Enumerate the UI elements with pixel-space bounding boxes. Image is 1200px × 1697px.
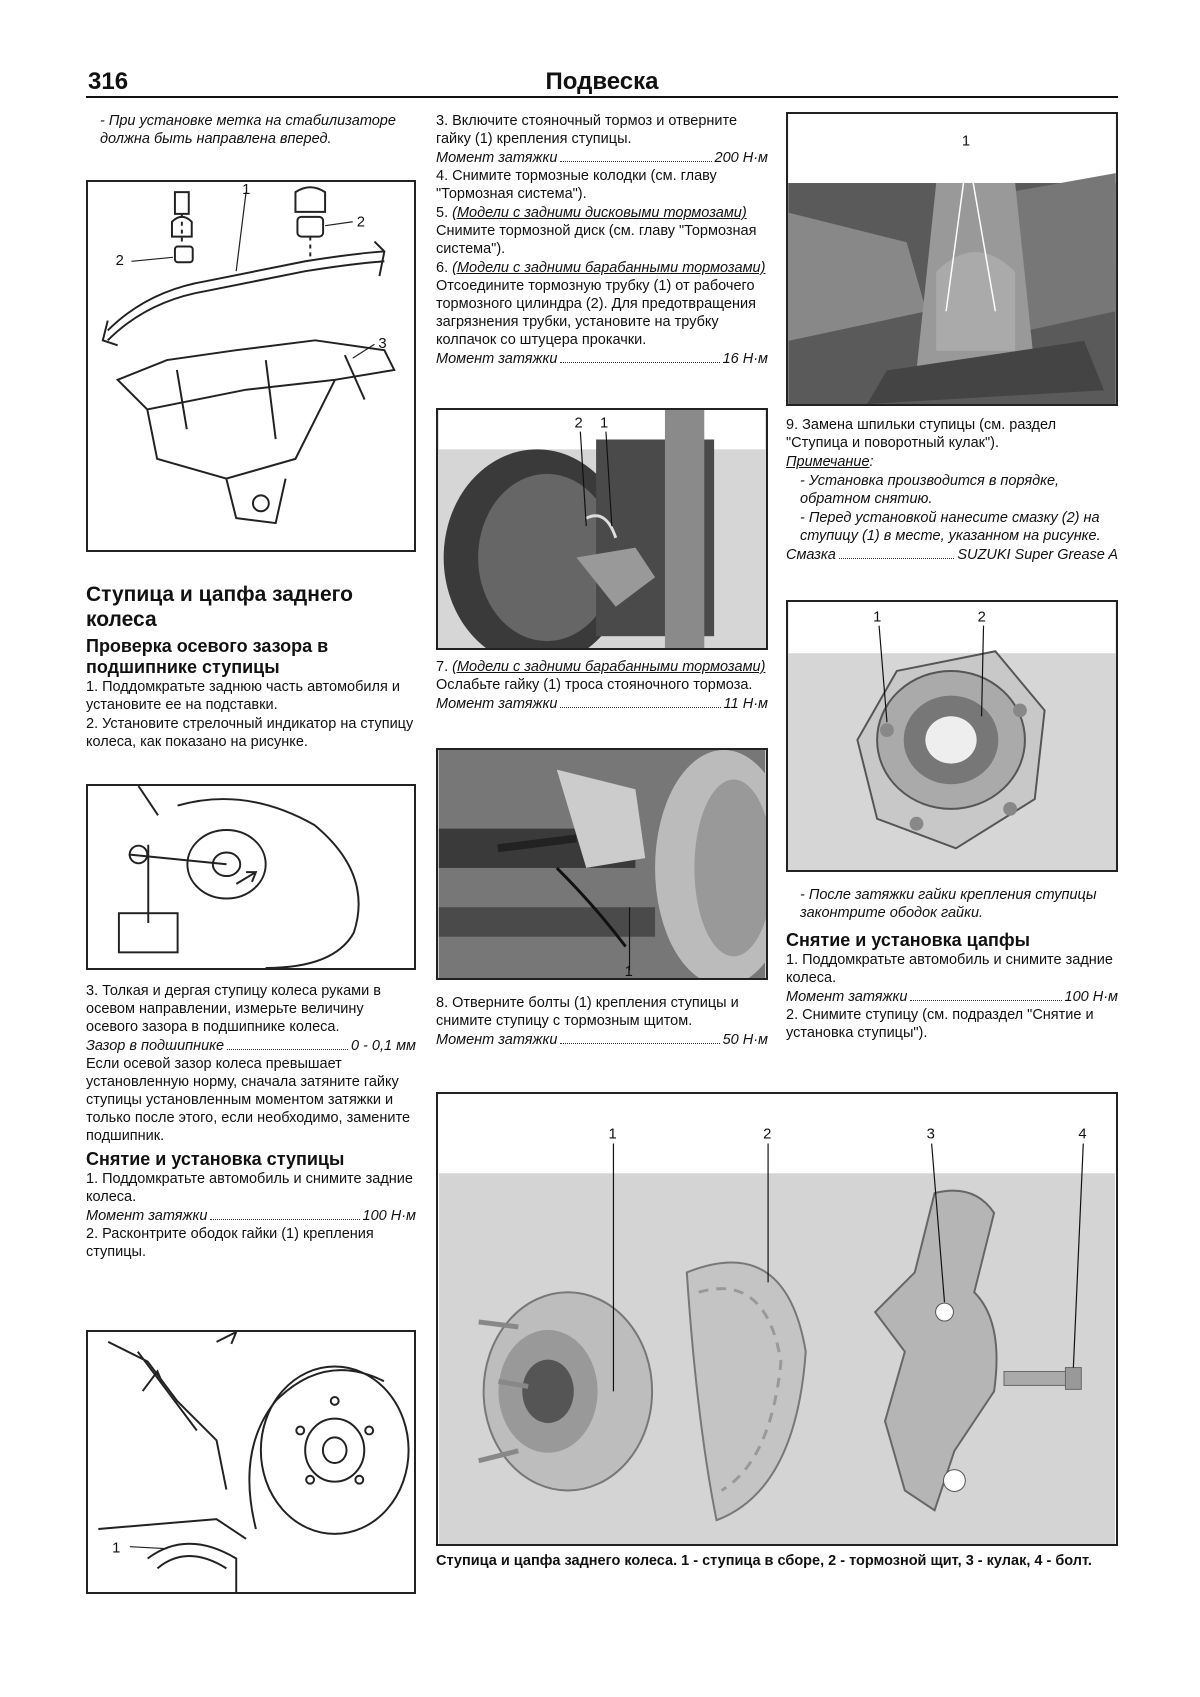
pin-torque-spec	[786, 988, 1118, 1006]
note-2: - Перед установкой нанесите смазку (2) на ступицу (1) в месте, указанном на рисунке.	[800, 510, 1101, 544]
section-title: Подвеска	[545, 68, 659, 95]
col1-step-1: 1. Поддомкратьте заднюю часть автомобиля и установите ее на подставки.	[86, 679, 400, 713]
stabilizer-label-1: 1	[242, 182, 251, 199]
torque-label: Момент затяжки	[436, 351, 558, 367]
exploded-label-3: 3	[926, 1126, 935, 1143]
hub-grease-photo	[786, 600, 1118, 872]
col2-step-7: 7. (Модели с задними барабанными тормозами) Ослабьте гайку (1) троса стояночного тормоза.	[436, 659, 766, 693]
col2-step-4: 4. Снимите тормозные колодки (см. главу "Тормозная система").	[436, 168, 717, 202]
col1-gap-text: Если осевой зазор колеса превышает установленную норму, сначала затяните гайку ступицы установленным моментом затяжки и только после этого, если необходимо, замените подшипник.	[86, 1056, 411, 1144]
exploded-view-drawing	[438, 1094, 1116, 1544]
exploded-label-1: 1	[608, 1126, 617, 1143]
gap-label: Зазор в подшипнике	[86, 1038, 225, 1054]
hub-torque-spec-1	[86, 1207, 416, 1225]
parking-cable-drawing	[438, 750, 766, 978]
stabilizer-label-2a: 2	[356, 214, 365, 231]
stabilizer-label-2b: 2	[115, 253, 124, 270]
col3-pin-step-1: 1. Поддомкратьте автомобиль и снимите задние колеса.	[786, 952, 1113, 986]
hub-nut-label-1: 1	[112, 1540, 121, 1557]
torque-value: 200 Н·м	[714, 150, 768, 166]
stabilizer-label-3: 3	[378, 336, 387, 353]
column-3-text-b	[786, 886, 1118, 1043]
torque-label: Момент затяжки	[86, 1208, 208, 1224]
grease-value: SUZUKI Super Grease A	[957, 547, 1118, 563]
gap-value: 0 - 0,1 мм	[350, 1038, 416, 1054]
step5-text: Снимите тормозной диск (см. главу "Тормозная система").	[436, 223, 757, 257]
column-3-text	[786, 416, 1118, 564]
col1-hub-step-2: 2. Расконтрите ободок гайки (1) крепления ступицы.	[86, 1226, 374, 1260]
grease-label: Смазка	[786, 547, 836, 563]
stabilizer-note-text: - При установке метка на стабилизаторе должна быть направлена вперед.	[100, 113, 396, 147]
torque-label: Момент затяжки	[436, 696, 558, 712]
col2-step-5: 5. (Модели с задними дисковыми тормозами) Снимите тормозной диск (см. главу "Тормозная система").	[436, 205, 757, 257]
column-2-text	[436, 112, 768, 368]
step7-model: (Модели с задними барабанными тормозами)	[452, 659, 766, 675]
column-2-text-b	[436, 658, 768, 713]
subheading-hub-removal: Снятие и установка ступицы	[86, 1149, 345, 1169]
note-1: - Установка производится в порядке, обратном снятию.	[800, 473, 1060, 507]
note-label-text: Примечание	[786, 454, 870, 470]
dial-indicator-figure	[86, 784, 416, 970]
brake-line-photo	[436, 408, 768, 650]
dial-indicator-drawing	[88, 786, 414, 968]
stabilizer-note	[100, 112, 416, 149]
col1-step-2: 2. Установите стрелочный индикатор на ступицу колеса, как показано на рисунке.	[86, 716, 414, 750]
parking-cable-photo	[436, 748, 768, 980]
column-2-text-c	[436, 994, 768, 1049]
torque-label: Момент затяжки	[436, 150, 558, 166]
exploded-view-caption: Ступица и цапфа заднего колеса. 1 - ступица в сборе, 2 - тормозной щит, 3 - кулак, 4 - болт.	[436, 1553, 1092, 1569]
hub-grease-label-2: 2	[977, 609, 986, 626]
torque-spec-3	[436, 149, 768, 167]
column-1-text	[86, 576, 416, 752]
step6-model: (Модели с задними барабанными тормозами)	[452, 260, 766, 276]
col2-step-8: 8. Отверните болты (1) крепления ступицы и снимите ступицу с тормозным щитом.	[436, 995, 739, 1029]
col3-step-9: 9. Замена шпильки ступицы (см. раздел "Ступица и поворотный кулак").	[786, 417, 1057, 451]
exploded-view-figure	[436, 1092, 1118, 1546]
hub-photo-drawing	[788, 114, 1116, 404]
torque-value: 100 Н·м	[1064, 989, 1118, 1005]
col2-step-6: 6. (Модели с задними барабанными тормозами) Отсоедините тормозную трубку (1) от рабочего тормозного цилиндра (2). Для предотвращения загрязнения трубки, установите на трубку колпачок со штуцера прокачки.	[436, 260, 766, 348]
step6-text: Отсоедините тормозную трубку (1) от рабочего тормозного цилиндра (2). Для предотвращения загрязнения трубки, установите на трубку колпачок со штуцера прокачки.	[436, 278, 756, 348]
page-header	[86, 68, 1118, 98]
brake-line-drawing	[438, 410, 766, 648]
torque-spec-6	[436, 350, 768, 368]
bearing-gap-spec	[86, 1037, 416, 1055]
col1-step-3: 3. Толкая и дергая ступицу колеса руками в осевом направлении, измерьте величину осевого зазора в подшипнике колеса.	[86, 983, 381, 1035]
torque-value: 11 Н·м	[723, 696, 768, 712]
col1-hub-step-1: 1. Поддомкратьте автомобиль и снимите задние колеса.	[86, 1171, 413, 1205]
stabilizer-figure	[86, 180, 416, 552]
brake-line-label-2: 2	[574, 415, 583, 432]
hub-nut-figure	[86, 1330, 416, 1594]
torque-spec-8	[436, 1031, 768, 1049]
hub-grease-drawing	[788, 602, 1116, 870]
hub-grease-label-1: 1	[873, 609, 882, 626]
parking-cable-label-1: 1	[624, 964, 633, 978]
torque-value: 100 Н·м	[362, 1208, 416, 1224]
torque-value: 50 Н·м	[722, 1032, 768, 1048]
grease-spec	[786, 546, 1118, 564]
subheading-pin-removal: Снятие и установка цапфы	[786, 930, 1030, 950]
exploded-label-2: 2	[763, 1126, 772, 1143]
page-number: 316	[88, 68, 129, 95]
note-label: Примечание:	[786, 454, 874, 470]
stabilizer-drawing	[88, 182, 414, 550]
torque-spec-7	[436, 695, 768, 713]
hub-nut-drawing	[88, 1332, 414, 1592]
brake-line-label-1: 1	[600, 415, 609, 432]
torque-value: 16 Н·м	[722, 351, 768, 367]
column-1-text-b	[86, 982, 416, 1262]
torque-label: Момент затяжки	[786, 989, 908, 1005]
section-heading-hub: Ступица и цапфа заднего колеса	[86, 583, 353, 631]
hub-photo-label-1: 1	[961, 133, 971, 150]
col3-pin-step-2: 2. Снимите ступицу (см. подраздел "Снятие и установка ступицы").	[786, 1007, 1094, 1041]
subheading-axial-play: Проверка осевого зазора в подшипнике ступицы	[86, 636, 329, 677]
col2-step-3: 3. Включите стояночный тормоз и отверните гайку (1) крепления ступицы.	[436, 113, 738, 147]
hub-assembly-photo	[786, 112, 1118, 406]
torque-label: Момент затяжки	[436, 1032, 558, 1048]
exploded-label-4: 4	[1078, 1126, 1087, 1143]
step5-model: (Модели с задними дисковыми тормозами)	[452, 205, 747, 221]
step7-text: Ослабьте гайку (1) троса стояночного тормоза.	[436, 677, 753, 693]
after-tighten-note: - После затяжки гайки крепления ступицы законтрите ободок гайки.	[800, 887, 1097, 921]
